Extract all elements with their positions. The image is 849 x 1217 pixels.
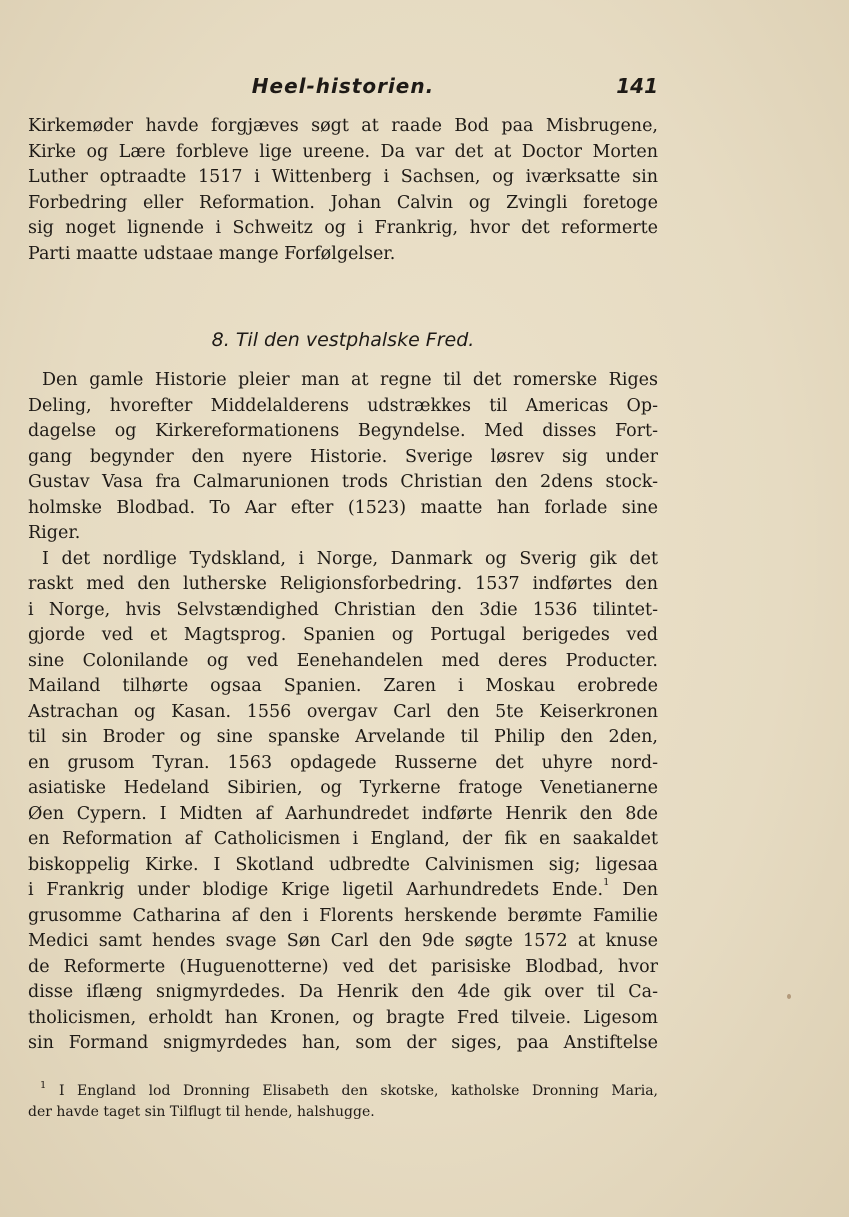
text-line: Forbedring eller Reformation. Johan Calvin og Zvingli foretoge [28,192,658,213]
text-line: Parti maatte udstaae mange Forfølgelser. [28,243,396,264]
text-line: de Reformerte (Huguenotterne) ved det parisiske Blodbad, hvor [28,956,658,977]
text-line: i Norge, hvis Selvstændighed Christian den 3die 1536 tilintet- [28,599,658,620]
footnote-text: I England lod Dronning Elisabeth den skotske, katholske Dronning Maria, [58,1083,658,1099]
text-line: raskt med den lutherske Religionsforbedring. 1537 indførtes den [28,574,658,594]
text-line: Astrachan og Kasan. 1556 overgav Carl den 5te Keiserkronen [28,701,658,722]
text-line: asiatiske Hedeland Sibirien, og Tyrkerne fratoge Venetianerne [28,778,658,798]
text-line: gjorde ved et Magtsprog. Spanien og Portugal berigedes ved [28,625,658,645]
footnote-line [28,1081,658,1102]
text-line: Mailand tilhørte ogsaa Spanien. Zaren i Moskau erobrede [28,676,658,696]
text-line: I det nordlige Tydskland, i Norge, Danmark og Sverig gik det [42,548,658,569]
text-line: Gustav Vasa fra Calmarunionen trods Christian den 2dens stock- [28,472,658,492]
footnote [28,1081,658,1123]
footnote-marker: 1 [40,1081,47,1091]
page-header [28,70,658,106]
text-line: en Reformation af Catholicismen i England, der fik en saakaldet [28,829,658,849]
footnote-reference: 1 [603,878,610,888]
text-line: til sin Broder og sine spanske Arvelande til Philip den 2den, [28,727,658,747]
text-line: Kirke og Lære forbleve lige ureene. Da var det at Doctor Morten [28,141,658,162]
text-line: Luther optraadte 1517 i Wittenberg i Sachsen, og iværksatte sin [28,167,658,187]
text-line: Den gamle Historie pleier man at regne til det romerske Riges [42,370,658,390]
page-number: 141 [616,74,658,98]
text-line: holmske Blodbad. To Aar efter (1523) maatte han forlade sine [28,497,658,518]
text-line: Medici samt hendes svage Søn Carl den 9de søgte 1572 at knuse [28,931,658,951]
text-line-with-footnote [28,878,658,904]
text-line: Øen Cypern. I Midten af Aarhundredet indførte Henrik den 8de [28,803,658,824]
text-line: sin Formand snigmyrdedes han, som der siges, paa Anstiftelse [28,1033,658,1053]
text-line: Kirkemøder havde forgjæves søgt at raade Bod paa Misbrugene, [28,116,658,136]
text-line-segment: Den [622,880,658,900]
running-title: Heel-historien. [251,74,435,98]
footnote-line: der havde taget sin Tilflugt til hende, halshugge. [28,1104,375,1120]
text-line: Riger. [28,523,81,543]
text-line: Deling, hvorefter Middelalderens udstrækkes til Americas Op- [28,395,658,416]
text-line-segment: i Frankrig under blodige Krige ligetil Aarhundredets Ende. [28,880,604,900]
text-line: en grusom Tyran. 1563 opdagede Russerne det uhyre nord- [28,752,658,773]
text-line: dagelse og Kirkereformationens Begyndelse. Med disses Fort- [28,421,658,441]
text-line: tholicismen, erholdt han Kronen, og bragte Fred tilveie. Ligesom [28,1007,658,1028]
paragraph-2 [28,368,658,547]
text-line: sine Colonilande og ved Eenehandelen med deres Producter. [28,650,658,671]
text-line: grusomme Catharina af den i Florents herskende berømte Familie [28,905,658,926]
paragraph-3 [28,547,658,1057]
text-line: sig noget lignende i Schweitz og i Frankrig, hvor det reformerte [28,218,658,238]
text-line: biskoppelig Kirke. I Skotland udbredte Calvinismen sig; ligesaa [28,854,658,875]
paragraph-1 [28,114,658,267]
text-line: disse iflæng snigmyrdedes. Da Henrik den 4de gik over til Ca- [28,982,658,1002]
section-heading: 8. Til den vestphalske Fred. [211,329,475,351]
paper-speck [787,994,791,999]
text-line: gang begynder den nyere Historie. Sverige løsrev sig under [28,446,658,467]
